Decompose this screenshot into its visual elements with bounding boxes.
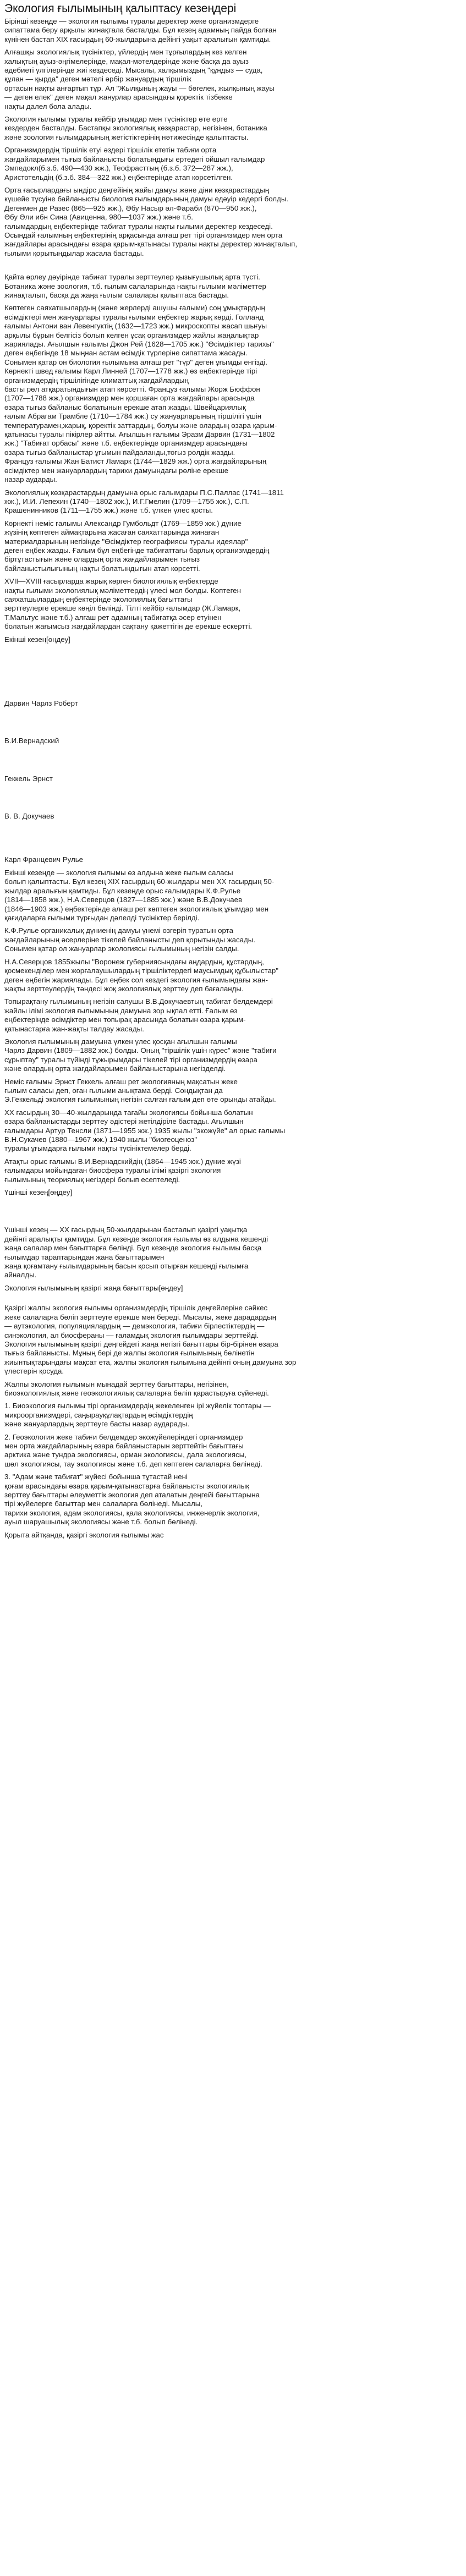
paragraph: Атақты орыс ғалымы В.И.Вернадскийдің (1864—1945 жж.) дүние жүзі ғалымдары мойындаған биосфера туралы ілімі қазіргі экология ғылымының теориялық негіздері болып есептеледі. xyxy=(4,1157,241,1184)
page-title: Экология ғылымының қалыптасу кезеңдері xyxy=(4,2,237,15)
paragraph: Қайта өрлеу дәуірінде табиғат туралы зерттеулер қызығушылық арта түсті. Ботаника және зоология, т.б. ғылым салаларында нақты ғылыми мәліметтер жинақталып, басқа да жаңа ғылым салалары қалыптаса бастады. xyxy=(4,273,266,299)
paragraph: Экологиялық көзқарастардың дамуына орыс ғалымдары П.С.Паллас (1741—1811 жж.), И.И. Лепехин (1740—1802 жж.), И.Г.Гмелин (1709—1755 жж.), С.П. Крашенинников (1711—1755 жж.) және т.б. үлкен үлес қосты. xyxy=(4,488,284,515)
portrait-caption-vernadsky: В.И.Вернадский xyxy=(4,737,59,745)
portrait-caption-rulier: Карл Францевич Рулье xyxy=(4,855,84,864)
paragraph: Қазіргі жалпы экология ғылымы организмдердің тіршілік деңгейлеріне сәйкес жеке салаларға бөліп зерттеуге ерекше мән береді. Мысалы, жеке дарадардың — аутэкология, популяциялардың — демэкология, табиғи бірлестіктердің — синэкология, ал биосфераны — ғаламдық экология ғылымдары зерттейді. Экология ғылымының қазіргі деңгейдегі жаңа негізгі бағыттары бір-бірінен өзара тығыз байланысты. Мұның бері де жалпы экология ғылымының бөлінетін жиынтықтарындағы мақсат ета, жалпы экология ғылымына дейінгі оның дамуына зор үлестерін қосуда. xyxy=(4,1304,297,1376)
paragraph: Бірінші кезеңде — экология ғылымы туралы деректер жеке организмдерге сипаттама беру арқылы жинақтала басталды. Бұл кезең адамның пайда болған күнінен бастап XIX ғасырдың 60-жылдарына дейінгі уақыт аралығын қамтиды. xyxy=(4,17,277,43)
paragraph: Организмдердің тіршілік етуі әздері тіршілік ететін табиғи орта жағдайларымен тығыз байланысты болатындығы ертедегі ойшыл ғалымдар Эмпедокл(б.з.б. 490—430 жж.), Теофрасттың (б.з.б. 372—287 жж.), Аристотельдің (б.з.б. 384—322 жж.) еңбектерінде атап көрсетілген. xyxy=(4,146,265,182)
closing-line: Қорыта айтқанда, қазіргі экология ғылымы жас xyxy=(4,1530,164,1539)
stage-3-heading-link[interactable]: Үшінші кезең[өңдеу] xyxy=(4,1188,73,1197)
paragraph: Үшінші кезең — XX ғасырдың 50-жылдарынан басталып қазіргі уақытқа дейінгі аралықты қамтиды. Бұл кезеңде экология ғылымы өз алдына кешенді жаңа салалар мен бағыттарға бөлінді. Бұл кезеңде экология ғылымы басқа ғылымдар тараптарындан жана бағыттарымен жаңа қоғамтану ғылымдарының басын қосып отырған кешенді ғылымға айналды. xyxy=(4,1226,268,1279)
paragraph: Жалпы экология ғылымын мынадай зерттеу бағыттары, негізінен, биоэкологиялық және геоэкологиялық салаларға бөліп қарастыруға сүйенеді. xyxy=(4,1380,269,1397)
paragraph: Көптеген саяхатшылардың (және жерлерді ашушы ғалыми) соң ұмықтардың өсімдіктері мен жануарлары туралы ғылыми еңбектер жарық көрді. Голланд ғалымы Антони ван Левенгуктің (1632—1723 жж.) микроскопты жасап шығуы арқылы бұрын белгісіз болып келген ұсақ организмдер жайлы жаңалықтар жариялады. Ағылшын ғалымы Джон Рей (1628—1705 жж.) "Өсімдіктер тарихы" деген еңбегінде 18 мыңнан астам өсімдік түрлеріне сипаттама жасады. Сонымен қатар он биология ғылымына алғаш рет "түр" деген ұғымды енгізді. Көрнекті швед ғалымы Карл Линней (1707—1778 жж.) өз еңбектерінде тірі организмдердің тіршілігінде климаттық жағдайлардың басты рөл атқаратындығын атап көрсетті. Француз ғалымы Жорж Бюффон (1707—1788 жж.) организмдер мен қоршаған орта жағдайлары арасында өзара тығыз байланыс болатынын ерекше атап жазды. Швейцариялық ғалым Абрагам Трамбле (1710—1784 жж.) су жануарларының тіршілігі үшін температурамен,жарық, қоректік заттардың, болуы және олардың өзара қарым- қатынасы туралы пікірлер айтты. Ағылшын ғалымы Эразм Дарвин (1731—1802 жж.) "Табиғат орбасы" және т.б. еңбектерінде организмдер арасындағы өзара тығыз байланыстар ұғымын пайдаланды,тоғыз рөлдік жазды. Француз ғалымы Жан Батист Ламарк (1744—1829 жж.) орта жағдайларының өсімдіктер мен жануарлардың тарихи дамуындағы рөліне ерекше назар аударды. xyxy=(4,304,277,484)
paragraph: 3. "Адам және табиғат" жүйесі бойынша тұтастай нені қоғам арасындағы өзара қарым-қатынастарға байланысты экологиялық зерттеу бағыттары әлеуметтік экология деп аталатын деңгейі бағыттарына тірі жүйелерге бағыттар мен салаларға бөлінеді. Мысалы, тарихи экология, адам экологиясы, қала экологиясы, инженерлік экология, ауыл шаруашылық экологиясы және т.б. болып бөлінеді. xyxy=(4,1473,260,1526)
modern-directions-section xyxy=(4,1284,462,1540)
paragraph: Көрнекті неміс ғалымы Александр Гумбольдт (1769—1859 жж.) дүние жүзінің көптеген аймақтарына жасаған саяхаттарында жинаған материалдарының негізінде "Өсімдіктер географиясы туралы идеялар" деген еңбек жазды. Ғалым бұл еңбегінде табиғаттағы барлық организмдердің біртұтастығын және олардың орта жағдайларымен тығыз байланыстылығының нақты болатындығын атап көрсетті. xyxy=(4,519,270,573)
stage-2-section xyxy=(4,635,462,1184)
paragraph: XVII—XVIII ғасырларда жарық көрген биологиялық еңбектерде нақты ғылыми экологиялық мәліметтердің үлесі мол болды. Көптеген саяхатшылардың еңбектерінде экологиялық бағыттағы зерттеулерге ерекше көңіл бөлінді. Тілті кейбір ғалымдар (Ж.Ламарк, Т.Мальтус және т.б.) алғаш рет адамның табиғатқа әсер етуінен болатын жағымсыз жағдайлардан сақтану қажеттігін де ерекше ескертті. xyxy=(4,577,253,631)
paragraph: Н.А.Северцов 1855жылы "Воронеж губерниясындағы аңдардың, құстардың, қосмекенділер мен жорғалаушылардың тіршіліктердегі маусымдық құбылыстар" деген еңбегін жариялады. Бұл еңбек сол кездегі экология ғылымындағы жан- жақты зерттеулердің тәндесі жоқ экологиялық зерттеу деп бағаланды. xyxy=(4,957,278,993)
paragraph: 1. Биоэкология ғылымы тірі организмдердің жекеленген ірі жүйелік топтары — микроорганизмдері, саңырауқұлақтардың өсімдіктердің және жануарлардың зерттеуге басты назар аударады. xyxy=(4,1402,271,1429)
paragraph: 2. Геоэкология жеке табиғи белдемдер экожүйелеріндегі организмдер мен орта жағдайларының өзара байланыстарын зерттейтін бағыттағы арктика және тундра экологиясы, орман экологиясы, дала экологиясы, шөл экологиясы, тау экологиясы және т.б. деп көптеген салаларға бөлінеді. xyxy=(4,1432,262,1468)
paragraph: Неміс ғалымы Эрнст Геккель алғаш рет экологияның мақсатын жеке ғылым саласы деп, оған ғылыми анықтама берді. Сондықтан да Э.Геккельді экология ғылымының негізін салған ғалым деп өте орынды атайды. xyxy=(4,1077,276,1104)
portrait-caption-dokuchaev: В. В. Докучаев xyxy=(4,812,54,821)
paragraph: Экология ғылымының дамуына үлкен үлес қосқан ағылшын ғалымы Чарлз Дарвин (1809—1882 жж.) болды. Оның "тіршілік үшін күрес" және "табиғи сұрыптау" туралы түйінді тұжырымдары тікелей тірі организмдердің өзара және олардың орта жағдайларымен байланыстарына негізделді. xyxy=(4,1037,277,1073)
modern-directions-heading-link[interactable]: Экология ғылымының қазіргі жаңа бағыттары[өңдеу] xyxy=(4,1283,183,1292)
paragraph: Екінші кезеңде — экология ғылымы өз алдына жеке ғылым саласы болып қалыптасты. Бұл кезең XIX ғасырдың 60-жылдары мен XX ғасырдың 50- жылдар аралығын қамтиды. Бұл кезеңде орыс ғалымдары К.Ф.Рулье (1814—1858 жж.), Н.А.Северцов (1827—1885 жж.) және В.В.Докучаев (1846—1903 жж.) еңбектерінде алғаш рет көптеген экологиялық ұғымдар мен қағидаларға ғылыми түрғыдан дәлелді түсініктер берілді. xyxy=(4,869,275,922)
paragraph: Орта ғасырлардағы ындірс деңгейінің жайы дамуы және діни көзқарастардың күшейе түсуіне байланысты биология ғылымдарының дамуы едәуір кедергі болды. Дегенмен де Разес (865—925 жж.), Әбу Насыр әл-Фараби (870—950 жж.), Әбу Әли ибн Сина (Авиценна, 980—1037 жж.) және т.б. ғалымдардың еңбектерінде табиғат туралы нақты ғылыми деректер кездеседі. Осындай ғалымның еңбектерінің арқасында алғаш рет тірі организмдер мен орта жағдайлары арасындағы өзара қарым-қатынасы туралы нақты деректер жинақталып, ғылыми қорытындылар жасала бастады. xyxy=(4,185,298,257)
paragraph: К.Ф.Рулье органикалық дүниенің дамуы үнемі өзгеріп туратын орта жағдайларының әсерлеріне тікелей байланысты деп қорытынды жасады. Сонымен қатар ол жануарлар экологиясы ғылымының негізін салды. xyxy=(4,926,256,953)
paragraph: Экология ғылымы туралы кейбір ұғымдар мен түсініктер өте ерте кездерден басталды. Бастапқы экологиялық көзқарастар, негізінен, ботаника және зоология ғылымдарының жетістіктерінің нәтижесінде қалыптасты. xyxy=(4,115,267,141)
paragraph: XX ғасырдың 30—40-жылдарында тағайы экологиясы бойынша болатын өзара байланыстарды зерттеу әдістері жетілдіріле бастады. Ағылшын ғалымдары Артур Тенсли (1871—1955 жж.) 1935 жылы "экожүйе" ал орыс ғалымы В.Н.Сукачев (1880—1967 жж.) 1940 жылы "биогеоценоз" туралы ұғымдарға ғылыми нақты түсініктемелер берді. xyxy=(4,1108,286,1153)
paragraph: Алғашқы экологиялық түсініктер, үйлердің мен тұрғылардың кез келген халықтың ауыз-әңгімелерінде, мақал-мәтелдерінде және басқа да ауыз әдебиеті үлгілерінде жиі кездеседі. Мысалы, халқымыздың "құндыз — суда, құлан — қырда" деген мәтелі әрбір жануардың тіршілік ортасын нақты анғартып тұр. Ал "Жылқының жауы — бөгелек, жылқының жауы — деген елек" деген мақал жанурлар арасындағы қоректік тізбекке нақты далел бола алады. xyxy=(4,48,275,111)
paragraph: Топырақтану ғылымының негізін салушы В.В.Докучаевтың табиғат белдемдері жайлы ілімі экология ғылымының дамуына зор ықпал етті. Ғалым өз еңбектерінде өсімдіктер мен топырақ арасында болатын өзара қарым- қатынастарға жан-жақты талдау жасады. xyxy=(4,997,273,1033)
portrait-caption-haeckel: Геккель Эрнст xyxy=(4,774,53,783)
stage-3-section xyxy=(4,1188,462,1280)
stage-2-heading-link[interactable]: Екінші кезең[өңдеу] xyxy=(4,635,70,644)
stage-1-section xyxy=(4,17,462,631)
portrait-caption-darwin: Дарвин Чарлз Роберт xyxy=(4,699,78,707)
